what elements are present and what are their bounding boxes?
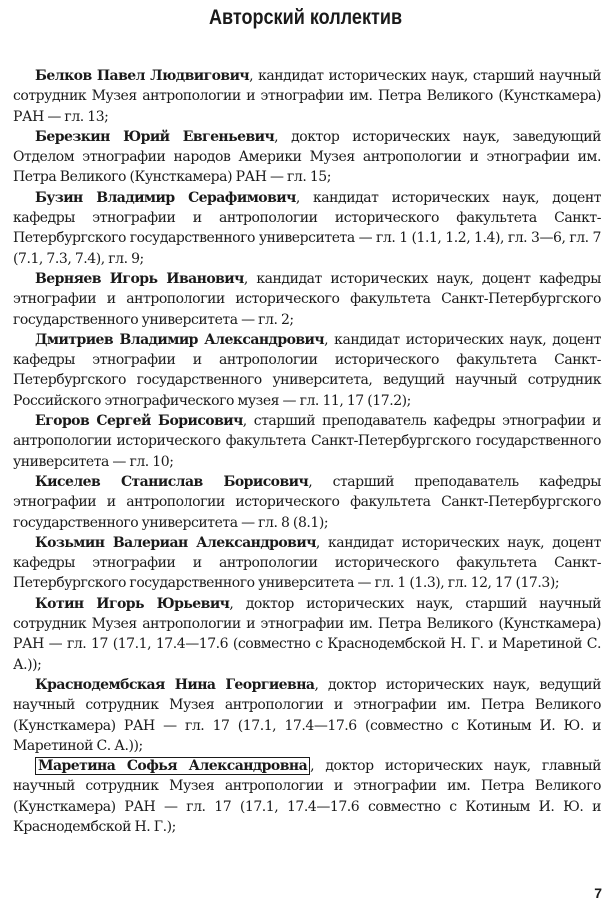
author-entry (13, 269, 601, 330)
author-name: Козьмин Валериан Александрович (35, 534, 316, 551)
page-number: 7 (594, 885, 602, 901)
author-name: Егоров Сергей Борисович (35, 413, 243, 430)
author-entry (13, 66, 601, 127)
author-entry (13, 411, 601, 472)
author-description: , старший преподаватель кафедры этнографии и антропологии исторического факультета Санкт-Петербургского государственного университета — гл. 8 (8.1); (13, 473, 601, 531)
author-name: Дмитриев Владимир Александрович (35, 331, 325, 348)
author-description: , кандидат исторических наук, доцент кафедры этнографии и антропологии исторического факультета Санкт-Петербургского государственного университета — гл. 1 (1.1, 1.2, 1.4), гл. 3—6, гл. 7 (7.1, 7.3, 7.4), гл. 9; (13, 189, 602, 267)
author-description: , кандидат исторических наук, доцент кафедры этнографии и антропологии исторического факультета Санкт-Петербургского государственного университета — гл. 2; (13, 270, 601, 328)
author-entry (13, 472, 601, 533)
author-name-highlighted: Маретина Софья Александровна (35, 757, 310, 775)
author-name: Верняев Игорь Иванович (35, 270, 244, 287)
author-description: , старший преподаватель кафедры этнографии и антропологии исторического факультета Санкт-Петербургского государственного университета — гл. 10; (13, 413, 601, 470)
author-name: Березкин Юрий Евгеньевич (35, 128, 275, 145)
author-description: , кандидат исторических наук, старший научный сотрудник Музея антропологии и этнографии им. Петра Великого (Кунсткамера) РАН — гл. 13; (13, 68, 601, 125)
author-description: , кандидат исторических наук, доцент кафедры этнографии и антропологии исторического факультета Санкт-Петербургского государственного университета — гл. 1 (1.3), гл. 12, 17 (17.3); (13, 534, 601, 592)
page-title: Авторский коллектив (208, 6, 403, 29)
author-name: Киселев Станислав Борисович (35, 473, 309, 490)
author-entry (13, 756, 601, 837)
author-description: , доктор исторических наук, ведущий научный сотрудник Музея антропологии и этнографии им. Петра Великого (Кунсткамера) РАН — гл. 17 (17.1, 17.4—17.6 (совместно с Котиным И. Ю. и Маретиной С. А.)); (13, 676, 601, 754)
author-entry (13, 594, 601, 675)
author-name: Белков Павел Людвигович (35, 68, 250, 84)
author-description: , доктор исторических наук, главный научный сотрудник Музея антропологии и этнографии им. Петра Великого (Кунсткамера) РАН — гл. 17 (17.1, 17.4—17.6 совместно с Котиным И. Ю. и Краснодембской Н. Г.); (13, 758, 601, 835)
author-description: , доктор исторических наук, заведующий Отделом этнографии народов Америки Музея антропологии и этнографии им. Петра Великого (Кунсткамера) РАН — гл. 15; (13, 128, 601, 186)
author-entry (13, 127, 601, 188)
author-name: Котин Игорь Юрьевич (35, 595, 230, 612)
author-entry (13, 675, 601, 756)
author-name: Бузин Владимир Серафимович (35, 189, 296, 206)
author-description: , кандидат исторических наук, доцент кафедры этнографии и антропологии исторического факультета Санкт-Петербургского государственного университета, ведущий научный сотрудник Российского этнографического музея — гл. 11, 17 (17.2); (13, 331, 601, 409)
author-list (13, 66, 601, 837)
author-entry (13, 188, 601, 269)
author-entry (13, 533, 601, 594)
author-name: Краснодембская Нина Георгиевна (35, 676, 315, 693)
author-description: , доктор исторических наук, старший научный сотрудник Музея антропологии и этнографии им. Петра Великого (Кунсткамера) РАН — гл. 17 (17.1, 17.4—17.6 (совместно с Краснодембской Н. Г. и Маретиной С. А.)); (13, 595, 601, 673)
author-entry (13, 330, 601, 411)
